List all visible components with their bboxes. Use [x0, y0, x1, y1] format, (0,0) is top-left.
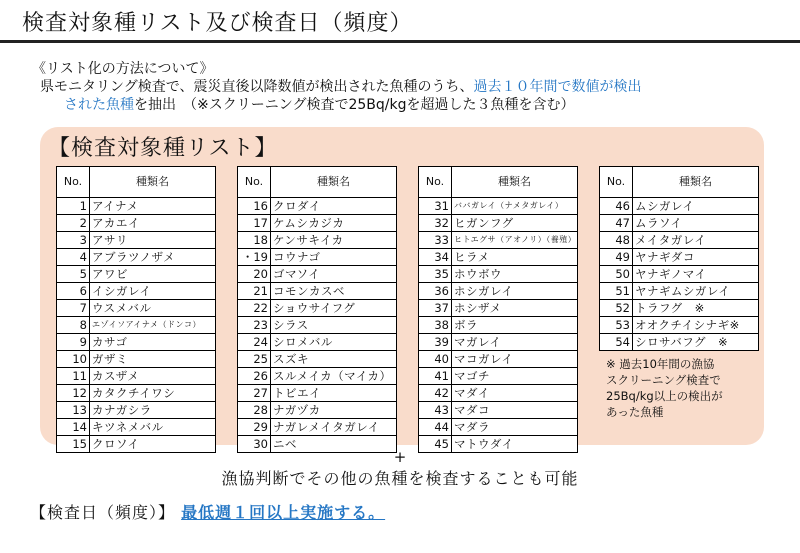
species-name: マダコ — [452, 402, 578, 419]
species-name: ケムシカジカ — [271, 215, 397, 232]
table-row — [57, 351, 216, 368]
species-number: 21 — [238, 283, 271, 300]
table-row — [57, 368, 216, 385]
page-title: 検査対象種リスト及び検査日（頻度） — [22, 11, 413, 36]
table-row — [238, 368, 397, 385]
species-table-4 — [599, 166, 759, 351]
species-name: シラス — [271, 317, 397, 334]
table-row — [600, 249, 759, 266]
inspection-frequency — [30, 500, 385, 523]
species-table-1 — [56, 166, 216, 453]
species-number: 41 — [419, 368, 452, 385]
species-name: キツネメバル — [90, 419, 216, 436]
species-name: ホウボウ — [452, 266, 578, 283]
table-row — [600, 300, 759, 317]
species-name: ババガレイ（ナメタガレイ） — [452, 198, 578, 215]
table-row — [57, 283, 216, 300]
species-number: 54 — [600, 334, 633, 351]
species-name: クロダイ — [271, 198, 397, 215]
species-name: マゴチ — [452, 368, 578, 385]
species-number: ・19 — [238, 249, 271, 266]
table-row — [419, 317, 578, 334]
species-name: エゾイソアイナメ（ドンコ） — [90, 317, 216, 334]
table-row — [238, 198, 397, 215]
species-name: ナガレメイタガレイ — [271, 419, 397, 436]
species-table-2 — [237, 166, 397, 453]
species-name: アワビ — [90, 266, 216, 283]
species-number: 39 — [419, 334, 452, 351]
table-row — [600, 198, 759, 215]
species-name: オオクチイシナギ※ — [633, 317, 759, 334]
species-name: ヒガンフグ — [452, 215, 578, 232]
table-row — [57, 334, 216, 351]
note-line: あった魚種 — [606, 405, 664, 419]
species-name: ヤナギムシガレイ — [633, 283, 759, 300]
table-row — [600, 317, 759, 334]
table-row — [238, 334, 397, 351]
species-number: 14 — [57, 419, 90, 436]
species-number: 20 — [238, 266, 271, 283]
species-number: 37 — [419, 300, 452, 317]
table-row — [419, 419, 578, 436]
table-row — [238, 283, 397, 300]
species-name: ケンサキイカ — [271, 232, 397, 249]
method-line-2 — [32, 78, 641, 96]
table-row — [238, 317, 397, 334]
table-row — [57, 249, 216, 266]
species-number: 30 — [238, 436, 271, 453]
species-name: ヤナギダコ — [633, 249, 759, 266]
species-number: 6 — [57, 283, 90, 300]
species-name: コウナゴ — [271, 249, 397, 266]
table-row — [419, 249, 578, 266]
species-name: カタクチイワシ — [90, 385, 216, 402]
table-row — [419, 215, 578, 232]
col-header-no: No. — [600, 167, 633, 198]
species-number: 9 — [57, 334, 90, 351]
species-name: ヒラメ — [452, 249, 578, 266]
species-number: 10 — [57, 351, 90, 368]
species-number: 7 — [57, 300, 90, 317]
table-row — [238, 351, 397, 368]
species-name: シロサバフグ ※ — [633, 334, 759, 351]
table-row — [238, 300, 397, 317]
table-row — [57, 300, 216, 317]
species-number: 25 — [238, 351, 271, 368]
table-row — [419, 334, 578, 351]
table-row — [419, 232, 578, 249]
species-name: ヒトエグサ（アオノリ）（養殖） — [452, 232, 578, 249]
species-number: 8 — [57, 317, 90, 334]
species-name: イシガレイ — [90, 283, 216, 300]
table-row — [238, 402, 397, 419]
species-number: 24 — [238, 334, 271, 351]
note-line: 25Bq/kg以上の検出が — [606, 389, 723, 403]
species-name: ボラ — [452, 317, 578, 334]
species-name: マダラ — [452, 419, 578, 436]
table-row — [238, 266, 397, 283]
col-header-name: 種類名 — [90, 167, 216, 198]
species-name: ヤナギノマイ — [633, 266, 759, 283]
species-name: アカエイ — [90, 215, 216, 232]
method-highlight: 過去１０年間で数値が検出 — [473, 79, 642, 95]
table-row — [600, 232, 759, 249]
plus-sign: + — [393, 448, 407, 466]
method-text: 県モニタリング検査で、震災直後以降数値が検出された魚種のうち、 — [40, 79, 474, 95]
table-row — [238, 249, 397, 266]
method-text-cont: を抽出 （※スクリーニング検査で25Bq/kgを超過した３魚種を含む） — [134, 97, 575, 113]
species-name: カスザメ — [90, 368, 216, 385]
species-number: 11 — [57, 368, 90, 385]
table-row — [57, 215, 216, 232]
species-number: 48 — [600, 232, 633, 249]
species-number: 28 — [238, 402, 271, 419]
species-number: 1 — [57, 198, 90, 215]
species-name: ウスメバル — [90, 300, 216, 317]
species-number: 44 — [419, 419, 452, 436]
species-name: クロソイ — [90, 436, 216, 453]
col-header-name: 種類名 — [271, 167, 397, 198]
species-name: マダイ — [452, 385, 578, 402]
species-number: 15 — [57, 436, 90, 453]
species-name: ゴマソイ — [271, 266, 397, 283]
screening-note — [606, 356, 723, 420]
table-row — [57, 385, 216, 402]
table-row — [57, 198, 216, 215]
species-number: 53 — [600, 317, 633, 334]
table-row — [419, 351, 578, 368]
species-number: 23 — [238, 317, 271, 334]
col-header-name: 種類名 — [452, 167, 578, 198]
frequency-value: 最低週１回以上実施する。 — [181, 503, 386, 522]
species-number: 47 — [600, 215, 633, 232]
species-name: アサリ — [90, 232, 216, 249]
table-row — [419, 368, 578, 385]
species-number: 17 — [238, 215, 271, 232]
method-description — [32, 60, 641, 114]
table-row — [419, 283, 578, 300]
species-name: ムラソイ — [633, 215, 759, 232]
species-name: ガザミ — [90, 351, 216, 368]
species-name: マコガレイ — [452, 351, 578, 368]
species-number: 26 — [238, 368, 271, 385]
species-number: 4 — [57, 249, 90, 266]
col-header-no: No. — [57, 167, 90, 198]
species-name: カナガシラ — [90, 402, 216, 419]
species-number: 45 — [419, 436, 452, 453]
table-row — [419, 300, 578, 317]
species-number: 46 — [600, 198, 633, 215]
method-highlight-cont: された魚種 — [64, 97, 134, 113]
table-row — [238, 215, 397, 232]
species-name: マトウダイ — [452, 436, 578, 453]
species-number: 36 — [419, 283, 452, 300]
table-row — [419, 385, 578, 402]
table-row — [419, 266, 578, 283]
species-number: 51 — [600, 283, 633, 300]
species-number: 27 — [238, 385, 271, 402]
table-row — [57, 266, 216, 283]
species-name: シロメバル — [271, 334, 397, 351]
method-heading: 《リスト化の方法について》 — [32, 61, 214, 77]
table-row — [600, 283, 759, 300]
col-header-no: No. — [419, 167, 452, 198]
species-name: カサゴ — [90, 334, 216, 351]
species-name: ホシガレイ — [452, 283, 578, 300]
species-name: ムシガレイ — [633, 198, 759, 215]
species-name: トビエイ — [271, 385, 397, 402]
species-name: メイタガレイ — [633, 232, 759, 249]
species-number: 18 — [238, 232, 271, 249]
table-row — [238, 385, 397, 402]
species-number: 22 — [238, 300, 271, 317]
species-name: トラフグ ※ — [633, 300, 759, 317]
species-name: アブラツノザメ — [90, 249, 216, 266]
table-row — [600, 215, 759, 232]
table-row — [238, 419, 397, 436]
species-number: 40 — [419, 351, 452, 368]
table-row — [57, 402, 216, 419]
species-number: 42 — [419, 385, 452, 402]
species-name: スズキ — [271, 351, 397, 368]
table-row — [600, 266, 759, 283]
species-table-3 — [418, 166, 578, 453]
method-line-3 — [32, 96, 641, 114]
table-row — [238, 232, 397, 249]
species-name: マガレイ — [452, 334, 578, 351]
species-number: 29 — [238, 419, 271, 436]
note-line: ※ 過去10年間の漁協 — [606, 357, 715, 371]
table-row — [419, 402, 578, 419]
species-name: スルメイカ（マイカ） — [271, 368, 397, 385]
species-number: 5 — [57, 266, 90, 283]
species-number: 50 — [600, 266, 633, 283]
table-row — [600, 334, 759, 351]
title-underline — [0, 40, 800, 43]
species-number: 33 — [419, 232, 452, 249]
col-header-no: No. — [238, 167, 271, 198]
note-line: スクリーニング検査で — [606, 373, 721, 387]
species-number: 43 — [419, 402, 452, 419]
species-name: コモンカスベ — [271, 283, 397, 300]
species-number: 35 — [419, 266, 452, 283]
species-name: ナガヅカ — [271, 402, 397, 419]
species-number: 31 — [419, 198, 452, 215]
species-name: ニベ — [271, 436, 397, 453]
species-name: ショウサイフグ — [271, 300, 397, 317]
species-number: 3 — [57, 232, 90, 249]
species-number: 12 — [57, 385, 90, 402]
table-row — [419, 198, 578, 215]
table-row — [57, 232, 216, 249]
species-number: 13 — [57, 402, 90, 419]
species-number: 52 — [600, 300, 633, 317]
table-row — [57, 419, 216, 436]
species-name: ホシザメ — [452, 300, 578, 317]
species-list-title: 【検査対象種リスト】 — [48, 136, 278, 161]
species-number: 16 — [238, 198, 271, 215]
species-number: 49 — [600, 249, 633, 266]
species-name: アイナメ — [90, 198, 216, 215]
frequency-label: 【検査日（頻度）】 — [30, 503, 176, 522]
species-number: 2 — [57, 215, 90, 232]
col-header-name: 種類名 — [633, 167, 759, 198]
species-number: 38 — [419, 317, 452, 334]
species-number: 32 — [419, 215, 452, 232]
species-number: 34 — [419, 249, 452, 266]
table-row — [57, 317, 216, 334]
additional-inspection-note: 漁協判断でその他の魚種を検査することも可能 — [221, 469, 579, 488]
